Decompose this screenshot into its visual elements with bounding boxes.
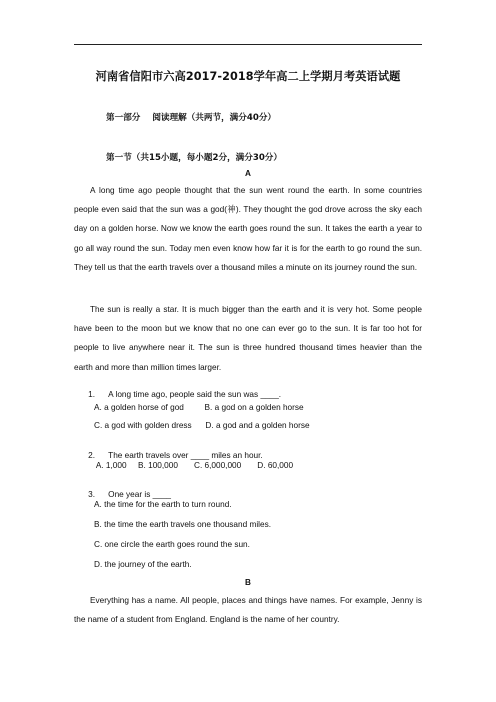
part-heading: 第一部分 阅读理解（共两节，满分40分）: [106, 113, 277, 123]
question-2-options: A. 1,000 B. 100,000 C. 6,000,000 D. 60,000: [94, 461, 294, 470]
question-3-option-d: D. the journey of the earth.: [94, 560, 192, 569]
question-3-option-b: B. the time the earth travels one thousand miles.: [94, 520, 272, 529]
section-heading: 第一节（共15小题，每小题2分，满分30分）: [106, 153, 282, 163]
question-number: 1.: [88, 390, 96, 399]
question-text: A long time ago, people said the sun was ____.: [108, 390, 282, 399]
passage-b-label: B: [245, 578, 251, 587]
passage-a-paragraph-1: A long time ago people thought that the sun went round the earth. In some countries people even said that the sun was a god(神). They thought the god drove across the sky each day on a golden horse. Now we know the earth goes round the sun. It takes the earth a year to go all way round the sun. Today men even know how far it is for the earth to go round the sun. They tell us that the earth travels over a thousand miles a minute on its journey round the sun.: [74, 186, 422, 272]
question-number: 3.: [88, 490, 96, 499]
passage-a-paragraph-2: The sun is really a star. It is much bigger than the earth and it is very hot. Some people have been to the moon but we know that no one can ever go to the sun. It is far too hot for people to live anywhere near it. The sun is three hundred thousand times heavier than the earth and more than million times larger.: [74, 305, 422, 372]
question-3-option-c: C. one circle the earth goes round the sun.: [94, 540, 250, 549]
passage-a-label: A: [245, 169, 251, 178]
question-number: 2.: [88, 451, 96, 460]
header-rule: [74, 44, 422, 45]
question-3-option-a: A. the time for the earth to turn round.: [94, 500, 232, 509]
exam-title: 河南省信阳市六高2017-2018学年高二上学期月考英语试题: [95, 70, 401, 83]
passage-b-paragraph-1: Everything has a name. All people, places and things have names. For example, Jenny is the name of a student from England. England is the name of her country.: [74, 596, 422, 625]
question-text: One year is ____: [108, 490, 172, 499]
question-text: The earth travels over ____ miles an hour.: [108, 451, 263, 460]
question-1-options-row-2: C. a god with golden dress D. a god and a golden horse: [94, 421, 310, 430]
question-1-options-row-1: A. a golden horse of god B. a god on a golden horse: [94, 403, 304, 412]
